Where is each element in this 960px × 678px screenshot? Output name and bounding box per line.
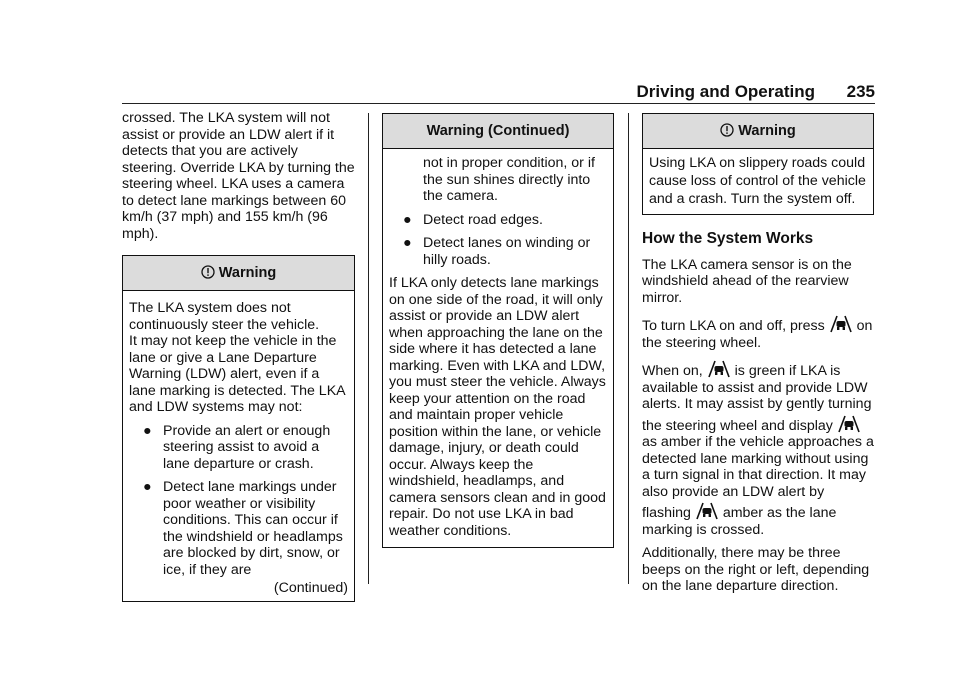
warning-symbol-icon (201, 265, 215, 279)
warning-symbol-icon (720, 123, 734, 137)
column-3 (642, 113, 874, 602)
lane-keep-assist-icon (695, 500, 719, 520)
warning-title: Warning (218, 265, 277, 281)
bullet-glyph: ● (143, 479, 152, 495)
warning-box-3 (642, 113, 874, 215)
column-divider-2 (628, 113, 629, 584)
warning-paragraph: If LKA only detects lane markings on one side of the road, it will only assist or provide an LDW alert when approaching the lane on the side where it has detected a lane marking. Even with LKA and LDW, you must steer the vehicle. Always keep your attention on the road and maintain proper vehicle position within the lane, or vehicle damage, injury, or death could occur. Always keep the windshield, headlamps, and camera sensors clean and in good repair. Do not use LKA in bad weather conditions. (389, 275, 606, 539)
warning-bullet: ● Detect lanes on winding or hilly roads. (403, 235, 591, 268)
warning-body (643, 149, 873, 214)
bullet-glyph: ● (403, 211, 412, 228)
warning-continuation: not in proper condition, or if the sun shines directly into the camera. (423, 155, 595, 204)
paragraph: When on, is green if LKA is available to assist and provide LDW alerts. It may assist by gently turning the steering wheel and display as amber if the vehicle approaches a detected lane marking without using a turn signal in that direction. It may also provide an LDW alert by flashing amber as the lane marking is crossed. (642, 358, 874, 538)
warning-header: Warning (Continued) (383, 114, 613, 149)
bullet-glyph: ● (403, 235, 412, 251)
warning-box-2 (382, 113, 614, 548)
warning-title: Warning (738, 123, 796, 139)
page-number: 235 (846, 82, 875, 101)
paragraph: To turn LKA on and off, press on the steering wheel. (642, 313, 874, 351)
warning-body (383, 149, 613, 547)
warning-body (123, 291, 354, 601)
warning-header (643, 114, 873, 149)
column-1 (122, 110, 355, 602)
lane-keep-assist-icon (829, 313, 853, 333)
section-title: Driving and Operating (636, 82, 815, 101)
warning-text: Using LKA on slippery roads could cause loss of control of the vehicle and a crash. Turn the system off. (649, 155, 866, 207)
warning-bullet: ● Provide an alert or enough steering assist to avoid a lane departure or crash. (143, 422, 331, 472)
lane-keep-assist-icon (707, 358, 731, 378)
lane-keep-assist-icon (837, 413, 861, 433)
column-2 (382, 113, 614, 548)
paragraph: The LKA camera sensor is on the windshield ahead of the rearview mirror. (642, 256, 852, 306)
section-heading: How the System Works (642, 230, 814, 247)
column-divider-1 (368, 113, 369, 584)
warning-header (123, 256, 354, 291)
paragraph: Additionally, there may be three beeps on the right or left, depending on the lane departure direction. (642, 545, 870, 594)
intro-paragraph: crossed. The LKA system will not assist or provide an LDW alert if it detects that you are actively steering. Override LKA by turning the steering wheel. LKA uses a camera to detect lane markings between 60 km/h (37 mph) and 155 km/h (96 mph). (122, 110, 355, 242)
warning-bullet: ● Detect road edges. (403, 211, 543, 228)
bullet-glyph: ● (143, 422, 152, 439)
continued-label: (Continued) (273, 580, 348, 596)
warning-bullet: ● Detect lane markings under poor weather or visibility conditions. This can occur if the windshield or headlamps are blocked by dirt, snow, or ice, if they are (143, 479, 343, 578)
warning-line: The LKA system does not continuously steer the vehicle. (129, 300, 320, 333)
warning-line: It may not keep the vehicle in the lane or give a Lane Departure Warning (LDW) alert, even if a lane marking is detected. The LKA and LDW systems may not: (129, 333, 345, 415)
header-rule (122, 103, 875, 104)
warning-box-1 (122, 255, 355, 602)
